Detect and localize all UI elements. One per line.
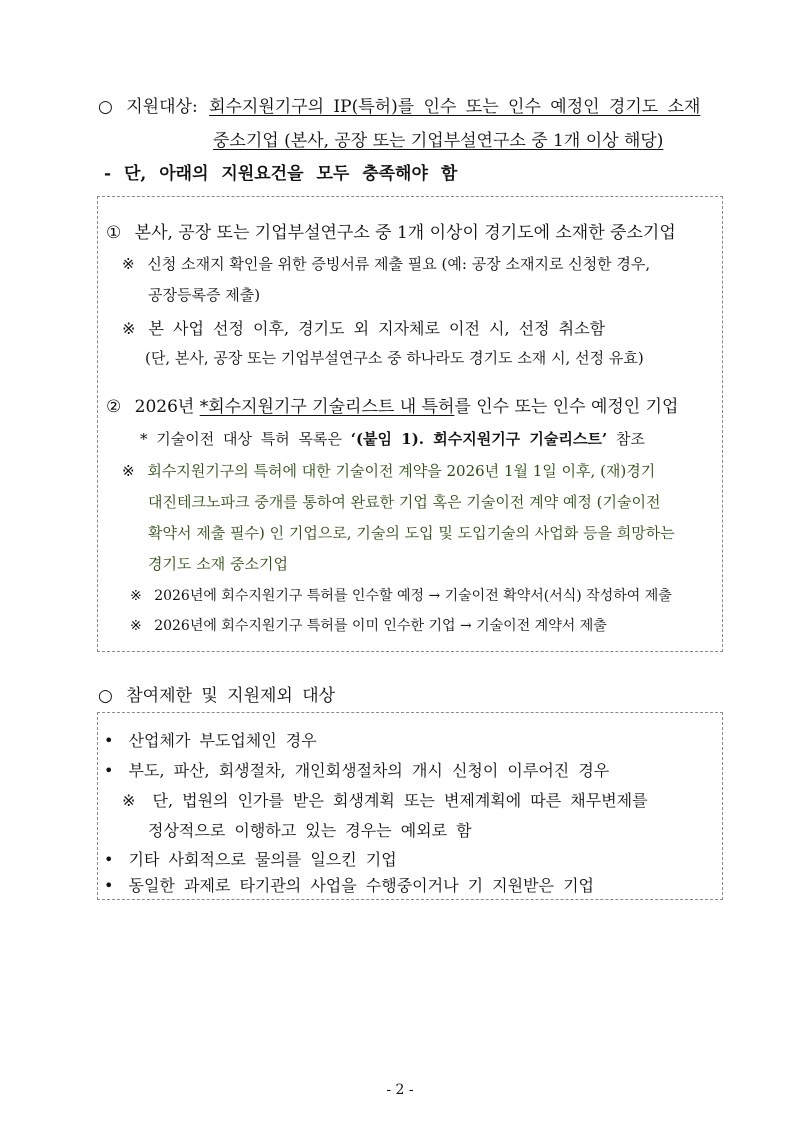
restriction-item-2-note-line-1: 단, 법원의 인가를 받은 회생계획 또는 변제계획에 따른 채무변제를 <box>152 791 648 810</box>
target-label: 지원대상: <box>126 97 198 117</box>
requirement-2-note-line-4: 경기도 소재 중소기업 <box>148 555 288 573</box>
requirement-2-sub-note-2 <box>130 615 607 635</box>
reference-mark-icon: ※ <box>130 588 142 604</box>
circled-two-icon: ② <box>106 397 122 417</box>
bullet-icon: • <box>104 731 114 750</box>
circled-one-icon: ① <box>106 223 122 243</box>
requirement-2-note-line-2: 대진테크노파크 중개를 통하여 완료한 기업 혹은 기술이전 계약 예정 (기술이전 <box>148 493 661 511</box>
reference-mark-icon: ※ <box>122 255 135 273</box>
requirement-1-note-2-line-1: 본 사업 선정 이후, 경기도 외 지자체로 이전 시, 선정 취소함 <box>148 319 606 338</box>
restriction-item-4 <box>104 873 594 896</box>
requirement-2-note-line-1: 회수지원기구의 특허에 대한 기술이전 계약을 2026년 1월 1일 이후, (재)경기 <box>147 462 656 480</box>
requirement-2-sub-note-1 <box>130 585 672 605</box>
technology-list-link: *회수지원기구 기술리스트 내 특허 <box>199 397 455 417</box>
restriction-item-2-text: 부도, 파산, 회생절차, 개인회생절차의 개시 신청이 이루어진 경우 <box>128 761 610 780</box>
restriction-item-1-text: 산업체가 부도업체인 경우 <box>128 731 317 750</box>
reference-mark-icon: ※ <box>122 319 136 338</box>
requirement-2-title-prefix: 2026년 <box>134 397 200 417</box>
circle-bullet-icon: ○ <box>98 686 113 706</box>
page-number: - 2 - <box>386 1082 414 1098</box>
requirement-1-note-2-line-2: (단, 본사, 공장 또는 기업부설연구소 중 하나라도 경기도 소재 시, 선정 유효) <box>145 349 644 367</box>
requirement-2-title <box>106 392 678 417</box>
target-text-line-1: 회수지원기구의 IP(특허)를 인수 또는 인수 예정인 경기도 소재 <box>209 97 701 117</box>
restriction-item-4-text: 동일한 과제로 타기관의 사업을 수행중이거나 기 지원받은 기업 <box>128 876 594 895</box>
attachment-reference: ‘(붙임 1). 회수지원기구 기술리스트’ <box>350 430 608 448</box>
restriction-item-2-note-line-2: 정상적으로 이행하고 있는 경우는 예외로 함 <box>148 821 472 840</box>
reference-mark-icon: ※ <box>122 791 136 810</box>
requirement-2-title-suffix: 를 인수 또는 인수 예정인 기업 <box>454 397 679 417</box>
restriction-item-3-text: 기타 사회적으로 물의를 일으킨 기업 <box>128 850 397 869</box>
target-text-line-2: 중소기업 (본사, 공장 또는 기업부설연구소 중 1개 이상 해당) <box>213 131 664 151</box>
restriction-heading-text: 참여제한 및 지원제외 대상 <box>126 686 336 706</box>
requirement-1-text: 본사, 공장 또는 기업부설연구소 중 1개 이상이 경기도에 소재한 중소기업 <box>134 223 676 243</box>
star-note-suffix: 참조 <box>607 430 645 448</box>
requirement-1-note-2 <box>122 316 605 339</box>
requirement-1-note-1 <box>122 253 650 274</box>
sub-note-1-text: 2026년에 회수지원기구 특허를 인수할 예정 → 기술이전 확약서(서식) 작성하여 제출 <box>154 588 672 604</box>
requirement-2-note-line-3: 확약서 제출 필수) 인 기업으로, 기술의 도입 및 도입기술의 사업화 등을 희망하는 <box>148 524 675 542</box>
bullet-icon: • <box>104 761 114 780</box>
reference-mark-icon: ※ <box>130 618 142 634</box>
requirement-1-title <box>106 218 676 243</box>
reference-mark-icon: ※ <box>122 462 135 480</box>
circle-bullet-icon: ○ <box>98 97 113 117</box>
restriction-item-3 <box>104 847 397 870</box>
star-note-prefix: * 기술이전 대상 특허 목록은 <box>140 430 351 448</box>
bullet-icon: • <box>104 850 114 869</box>
requirement-2-star-note <box>140 428 645 449</box>
target-condition: - 단, 아래의 지원요건을 모두 충족해야 함 <box>104 164 458 184</box>
requirement-1-note-1-line-1: 신청 소재지 확인을 위한 증빙서류 제출 필요 (예: 공장 소재지로 신청한 경우, <box>147 255 651 273</box>
restriction-heading <box>98 681 335 706</box>
requirement-2-note <box>122 460 655 481</box>
bullet-icon: • <box>104 876 114 895</box>
restriction-item-2-note <box>122 788 648 811</box>
sub-note-2-text: 2026년에 회수지원기구 특허를 이미 인수한 기업 → 기술이전 계약서 제출 <box>154 618 607 634</box>
restriction-item-2 <box>104 758 609 781</box>
target-line-1 <box>98 92 700 117</box>
restriction-item-1 <box>104 728 317 751</box>
requirement-1-note-1-line-2: 공장등록증 제출) <box>148 286 261 304</box>
